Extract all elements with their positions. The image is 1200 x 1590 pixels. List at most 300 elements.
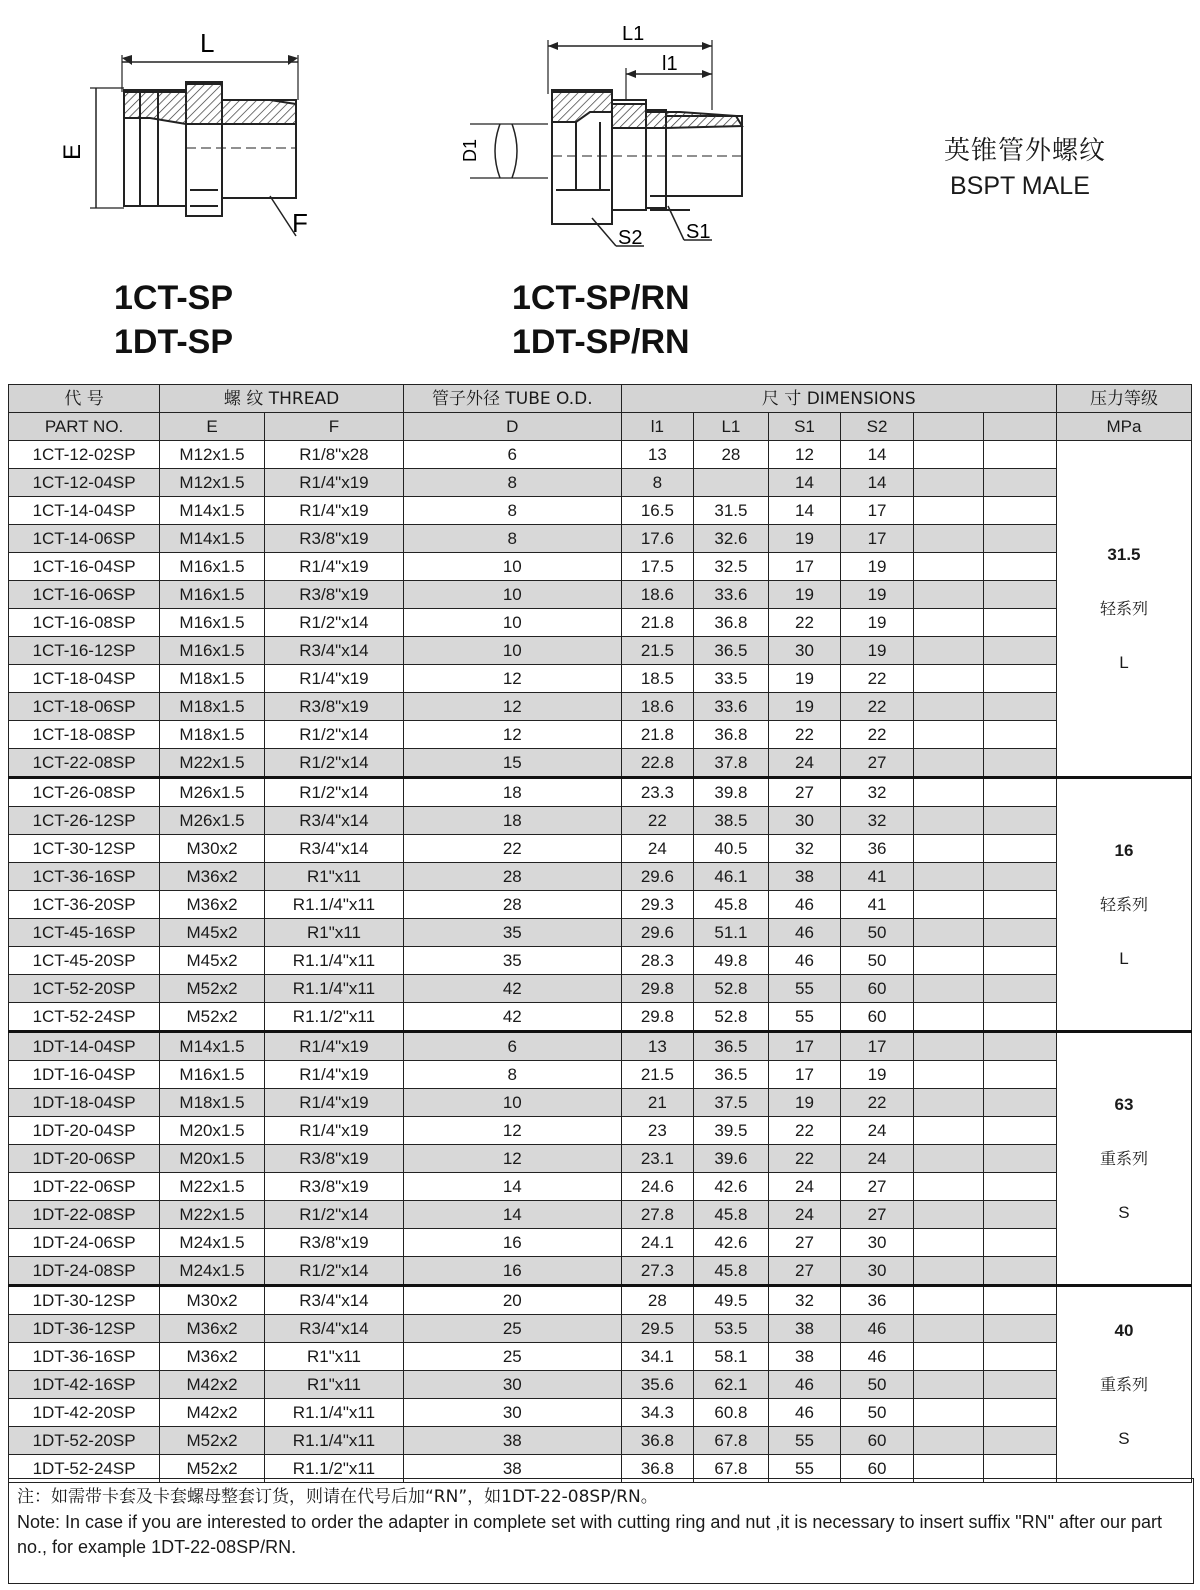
cell-s1: 27 <box>768 778 841 807</box>
cell-l1: 51.1 <box>694 919 769 947</box>
cell-s2: 60 <box>841 1003 914 1032</box>
cell-s2: 60 <box>841 1455 914 1483</box>
table-row <box>9 778 1192 807</box>
dim-label-l1: l1 <box>662 53 678 75</box>
cell-s1: 46 <box>768 1371 841 1399</box>
cell-f: R3/8"x19 <box>264 1173 403 1201</box>
cell-blank <box>913 919 984 947</box>
header-F: F <box>264 413 403 441</box>
cell-e: M30x2 <box>160 1286 265 1315</box>
table-row <box>9 1343 1192 1371</box>
table-row <box>9 1427 1192 1455</box>
cell-blank <box>984 721 1057 749</box>
pressure-grade-series: 轻系列 <box>1099 894 1148 914</box>
cell-l1: 29.5 <box>621 1315 694 1343</box>
cell-blank <box>913 947 984 975</box>
cell-s1: 17 <box>768 1032 841 1061</box>
header-D: D <box>403 413 621 441</box>
model-name: 1DT-SP/RN <box>512 323 690 361</box>
cell-blank <box>984 609 1057 637</box>
cell-s2: 36 <box>841 835 914 863</box>
pressure-grade-series: 重系列 <box>1099 1148 1148 1168</box>
table-row <box>9 609 1192 637</box>
cell-f: R1.1/4"x11 <box>264 1427 403 1455</box>
cell-blank <box>984 1427 1057 1455</box>
table-row <box>9 975 1192 1003</box>
cell-blank <box>913 1427 984 1455</box>
cell-l1: 33.6 <box>694 693 769 721</box>
cell-part: 1CT-36-20SP <box>9 891 160 919</box>
cell-e: M52x2 <box>160 1003 265 1032</box>
cell-e: M14x1.5 <box>160 1032 265 1061</box>
cell-l1: 21.5 <box>621 637 694 665</box>
cell-part: 1CT-26-08SP <box>9 778 160 807</box>
pressure-grade <box>1056 1032 1191 1286</box>
pressure-grade-letter: S <box>1118 1428 1130 1448</box>
cell-l1 <box>694 469 769 497</box>
cell-f: R1/4"x19 <box>264 1061 403 1089</box>
cell-d: 16 <box>403 1257 621 1286</box>
cell-d: 18 <box>403 778 621 807</box>
cell-part: 1DT-18-04SP <box>9 1089 160 1117</box>
cell-blank <box>913 581 984 609</box>
cell-d: 35 <box>403 919 621 947</box>
cell-l1: 46.1 <box>694 863 769 891</box>
dim-label-S2: S2 <box>618 227 643 249</box>
cell-l1: 60.8 <box>694 1399 769 1427</box>
cell-part: 1CT-18-08SP <box>9 721 160 749</box>
pressure-grade-series: 重系列 <box>1099 1374 1148 1394</box>
cell-blank <box>984 1145 1057 1173</box>
table-row <box>9 1003 1192 1032</box>
cell-part: 1CT-14-04SP <box>9 497 160 525</box>
cell-part: 1DT-42-16SP <box>9 1371 160 1399</box>
header-part-no: PART NO. <box>9 413 160 441</box>
cell-blank <box>913 637 984 665</box>
cell-blank <box>913 721 984 749</box>
cell-l1: 42.6 <box>694 1229 769 1257</box>
table-row <box>9 637 1192 665</box>
pressure-grade-letter: L <box>1119 948 1129 968</box>
cell-e: M24x1.5 <box>160 1229 265 1257</box>
cell-l1: 34.3 <box>621 1399 694 1427</box>
cell-d: 8 <box>403 1061 621 1089</box>
cell-blank <box>984 1061 1057 1089</box>
cell-l1: 27.8 <box>621 1201 694 1229</box>
cell-part: 1DT-36-16SP <box>9 1343 160 1371</box>
cell-l1: 28.3 <box>621 947 694 975</box>
cell-l1: 40.5 <box>694 835 769 863</box>
dim-label-D1: D1 <box>460 138 480 162</box>
dim-label-E: E <box>59 143 86 160</box>
cell-f: R1/2"x14 <box>264 1257 403 1286</box>
cell-d: 10 <box>403 609 621 637</box>
cell-l1: 39.8 <box>694 778 769 807</box>
table-row <box>9 721 1192 749</box>
table-row <box>9 919 1192 947</box>
left-model-names <box>114 276 233 364</box>
cell-blank <box>913 1089 984 1117</box>
dim-label-F: F <box>292 208 308 238</box>
cell-blank <box>984 807 1057 835</box>
cell-part: 1CT-36-16SP <box>9 863 160 891</box>
cell-s2: 30 <box>841 1229 914 1257</box>
cell-e: M36x2 <box>160 1315 265 1343</box>
cell-f: R1/8"x28 <box>264 441 403 469</box>
cell-l1: 21.8 <box>621 609 694 637</box>
cell-l1: 38.5 <box>694 807 769 835</box>
cell-f: R3/8"x19 <box>264 1145 403 1173</box>
table-row <box>9 497 1192 525</box>
cell-blank <box>913 1399 984 1427</box>
cell-e: M16x1.5 <box>160 553 265 581</box>
table-row <box>9 1032 1192 1061</box>
cell-e: M16x1.5 <box>160 1061 265 1089</box>
header-L1: L1 <box>694 413 769 441</box>
cell-s1: 24 <box>768 1173 841 1201</box>
cell-e: M52x2 <box>160 975 265 1003</box>
cell-f: R3/4"x14 <box>264 637 403 665</box>
order-note-cn: 注：如需带卡套及卡套螺母整套订货，则请在代号后加“RN”，如1DT-22-08SP/RN。 <box>17 1487 658 1507</box>
cell-s2: 50 <box>841 947 914 975</box>
table-row <box>9 553 1192 581</box>
cell-f: R1/4"x19 <box>264 1032 403 1061</box>
cell-part: 1CT-30-12SP <box>9 835 160 863</box>
cell-s1: 46 <box>768 1399 841 1427</box>
cell-e: M12x1.5 <box>160 469 265 497</box>
cell-s2: 24 <box>841 1117 914 1145</box>
cell-d: 14 <box>403 1173 621 1201</box>
cell-blank <box>913 1257 984 1286</box>
cell-e: M16x1.5 <box>160 609 265 637</box>
cell-s1: 30 <box>768 637 841 665</box>
cell-s1: 22 <box>768 721 841 749</box>
cell-l1: 49.8 <box>694 947 769 975</box>
header-pressure-cn: 压力等级 <box>1056 385 1191 413</box>
cell-part: 1CT-52-24SP <box>9 1003 160 1032</box>
cell-d: 6 <box>403 1032 621 1061</box>
table-row <box>9 693 1192 721</box>
cell-s2: 17 <box>841 497 914 525</box>
cell-part: 1CT-45-20SP <box>9 947 160 975</box>
standard-title-en: BSPT MALE <box>950 172 1090 200</box>
cell-f: R3/8"x19 <box>264 693 403 721</box>
table-row <box>9 1145 1192 1173</box>
cell-s1: 14 <box>768 497 841 525</box>
cell-l1: 36.8 <box>694 721 769 749</box>
cell-f: R1/2"x14 <box>264 1201 403 1229</box>
cell-e: M42x2 <box>160 1371 265 1399</box>
cell-blank <box>984 469 1057 497</box>
cell-part: 1CT-16-06SP <box>9 581 160 609</box>
cell-l1: 24 <box>621 835 694 863</box>
cell-blank <box>984 665 1057 693</box>
cell-l1: 39.5 <box>694 1117 769 1145</box>
cell-l1: 21.5 <box>621 1061 694 1089</box>
dim-label-S1: S1 <box>686 221 711 243</box>
cell-part: 1CT-14-06SP <box>9 525 160 553</box>
cell-s2: 60 <box>841 975 914 1003</box>
cell-s2: 14 <box>841 441 914 469</box>
cell-s2: 50 <box>841 1399 914 1427</box>
cell-l1: 36.5 <box>694 1032 769 1061</box>
cell-blank <box>984 1399 1057 1427</box>
cell-s1: 14 <box>768 469 841 497</box>
cell-s2: 32 <box>841 778 914 807</box>
cell-blank <box>984 497 1057 525</box>
cell-blank <box>913 863 984 891</box>
cell-blank <box>913 807 984 835</box>
cell-part: 1DT-24-06SP <box>9 1229 160 1257</box>
model-name: 1DT-SP <box>114 323 234 361</box>
cell-e: M22x1.5 <box>160 749 265 778</box>
cell-f: R1/4"x19 <box>264 553 403 581</box>
cell-s2: 22 <box>841 665 914 693</box>
cell-blank <box>913 891 984 919</box>
cell-e: M12x1.5 <box>160 441 265 469</box>
cell-l1: 39.6 <box>694 1145 769 1173</box>
cell-l1: 29.3 <box>621 891 694 919</box>
cell-e: M18x1.5 <box>160 665 265 693</box>
cell-s2: 30 <box>841 1257 914 1286</box>
cell-l1: 36.8 <box>621 1455 694 1483</box>
header-blank <box>984 413 1057 441</box>
cell-l1: 62.1 <box>694 1371 769 1399</box>
table-row <box>9 1117 1192 1145</box>
cell-l1: 29.8 <box>621 975 694 1003</box>
model-name: 1CT-SP <box>114 279 234 317</box>
cell-d: 6 <box>403 441 621 469</box>
cell-part: 1DT-42-20SP <box>9 1399 160 1427</box>
cell-l1: 37.5 <box>694 1089 769 1117</box>
cell-l1: 32.6 <box>694 525 769 553</box>
cell-e: M16x1.5 <box>160 581 265 609</box>
cell-s1: 55 <box>768 1003 841 1032</box>
cell-d: 8 <box>403 525 621 553</box>
table-row <box>9 1399 1192 1427</box>
order-note-en: Note: In case if you are interested to order the adapter in complete set with cutting ring and nut ,it is necessary to insert suffix "RN" after our part no., for example 1DT-22-08SP/RN. <box>17 1512 1163 1557</box>
cell-blank <box>913 1003 984 1032</box>
cell-l1: 27.3 <box>621 1257 694 1286</box>
cell-l1: 31.5 <box>694 497 769 525</box>
cell-blank <box>913 553 984 581</box>
cell-d: 42 <box>403 1003 621 1032</box>
cell-part: 1CT-52-20SP <box>9 975 160 1003</box>
cell-d: 10 <box>403 553 621 581</box>
cell-blank <box>984 1201 1057 1229</box>
cell-blank <box>984 693 1057 721</box>
table-row <box>9 1286 1192 1315</box>
cell-blank <box>913 609 984 637</box>
cell-f: R1.1/4"x11 <box>264 975 403 1003</box>
cell-l1: 45.8 <box>694 1201 769 1229</box>
cell-d: 10 <box>403 581 621 609</box>
cell-d: 38 <box>403 1427 621 1455</box>
table-row <box>9 947 1192 975</box>
cell-l1: 24.1 <box>621 1229 694 1257</box>
cell-d: 25 <box>403 1315 621 1343</box>
cell-part: 1DT-22-08SP <box>9 1201 160 1229</box>
cell-part: 1CT-18-04SP <box>9 665 160 693</box>
cell-s1: 27 <box>768 1229 841 1257</box>
cell-f: R1/4"x19 <box>264 469 403 497</box>
cell-d: 12 <box>403 1145 621 1173</box>
cell-f: R1.1/4"x11 <box>264 891 403 919</box>
cell-s1: 19 <box>768 665 841 693</box>
cell-part: 1CT-18-06SP <box>9 693 160 721</box>
cell-blank <box>913 1117 984 1145</box>
cell-s1: 17 <box>768 553 841 581</box>
cell-e: M22x1.5 <box>160 1173 265 1201</box>
cell-f: R3/4"x14 <box>264 1286 403 1315</box>
cell-l1: 45.8 <box>694 1257 769 1286</box>
cell-s1: 12 <box>768 441 841 469</box>
header-blank <box>913 413 984 441</box>
cell-blank <box>984 919 1057 947</box>
cell-d: 25 <box>403 1343 621 1371</box>
cell-e: M45x2 <box>160 919 265 947</box>
cell-s1: 38 <box>768 1343 841 1371</box>
cell-d: 22 <box>403 835 621 863</box>
cell-blank <box>913 1286 984 1315</box>
cell-l1: 36.5 <box>694 1061 769 1089</box>
header-S1: S1 <box>768 413 841 441</box>
cell-s2: 60 <box>841 1427 914 1455</box>
cell-l1: 13 <box>621 1032 694 1061</box>
cell-f: R1.1/4"x11 <box>264 947 403 975</box>
header-tube: 管子外径 TUBE O.D. <box>403 385 621 413</box>
header-dimensions: 尺 寸 DIMENSIONS <box>621 385 1056 413</box>
cell-blank <box>913 525 984 553</box>
pressure-grade-pressure: 40 <box>1114 1320 1134 1340</box>
cell-f: R1/2"x14 <box>264 609 403 637</box>
header-S2: S2 <box>841 413 914 441</box>
cell-f: R1.1/2"x11 <box>264 1003 403 1032</box>
cell-l1: 23.3 <box>621 778 694 807</box>
cell-s2: 50 <box>841 1371 914 1399</box>
cell-e: M45x2 <box>160 947 265 975</box>
cell-s1: 19 <box>768 693 841 721</box>
cell-e: M36x2 <box>160 891 265 919</box>
cell-e: M52x2 <box>160 1455 265 1483</box>
table-row <box>9 749 1192 778</box>
cell-e: M42x2 <box>160 1399 265 1427</box>
dim-label-L: L <box>200 28 215 58</box>
cell-part: 1DT-36-12SP <box>9 1315 160 1343</box>
cell-s2: 27 <box>841 749 914 778</box>
pressure-grade <box>1056 778 1191 1032</box>
cell-f: R3/8"x19 <box>264 581 403 609</box>
table-row <box>9 469 1192 497</box>
cell-blank <box>913 975 984 1003</box>
cell-d: 12 <box>403 693 621 721</box>
cell-e: M18x1.5 <box>160 721 265 749</box>
cell-s2: 32 <box>841 807 914 835</box>
cell-part: 1DT-20-04SP <box>9 1117 160 1145</box>
cell-part: 1CT-26-12SP <box>9 807 160 835</box>
cell-blank <box>913 749 984 778</box>
cell-blank <box>984 525 1057 553</box>
cell-blank <box>913 469 984 497</box>
cell-f: R1"x11 <box>264 863 403 891</box>
cell-l1: 34.1 <box>621 1343 694 1371</box>
cell-d: 20 <box>403 1286 621 1315</box>
table-row <box>9 1173 1192 1201</box>
order-note <box>8 1478 1194 1584</box>
cell-l1: 17.6 <box>621 525 694 553</box>
cell-d: 10 <box>403 1089 621 1117</box>
standard-title-cn: 英锥管外螺纹 <box>944 136 1107 166</box>
cell-l1: 67.8 <box>694 1455 769 1483</box>
cell-l1: 28 <box>621 1286 694 1315</box>
cell-l1: 23 <box>621 1117 694 1145</box>
cell-l1: 67.8 <box>694 1427 769 1455</box>
cell-blank <box>984 1257 1057 1286</box>
cell-d: 30 <box>403 1371 621 1399</box>
cell-s2: 19 <box>841 581 914 609</box>
cell-l1: 8 <box>621 469 694 497</box>
cell-f: R1/2"x14 <box>264 721 403 749</box>
header-thread: 螺 纹 THREAD <box>160 385 404 413</box>
cell-e: M24x1.5 <box>160 1257 265 1286</box>
cell-blank <box>913 1229 984 1257</box>
cell-s2: 22 <box>841 1089 914 1117</box>
cell-e: M26x1.5 <box>160 807 265 835</box>
pressure-grade <box>1056 1286 1191 1483</box>
cell-l1: 53.5 <box>694 1315 769 1343</box>
cell-s1: 32 <box>768 1286 841 1315</box>
table-row <box>9 835 1192 863</box>
cell-blank <box>913 441 984 469</box>
cell-s2: 19 <box>841 637 914 665</box>
cell-blank <box>984 975 1057 1003</box>
table-row <box>9 665 1192 693</box>
table-row <box>9 1257 1192 1286</box>
cell-f: R3/4"x14 <box>264 835 403 863</box>
cell-part: 1DT-14-04SP <box>9 1032 160 1061</box>
cell-blank <box>984 1089 1057 1117</box>
cell-f: R3/4"x14 <box>264 1315 403 1343</box>
cell-blank <box>913 1032 984 1061</box>
cell-blank <box>984 1315 1057 1343</box>
cell-blank <box>984 1032 1057 1061</box>
header-pressure-mpa: MPa <box>1056 413 1191 441</box>
table-row <box>9 807 1192 835</box>
cell-f: R3/8"x19 <box>264 525 403 553</box>
cell-l1: 36.8 <box>621 1427 694 1455</box>
cell-blank <box>984 637 1057 665</box>
cell-e: M18x1.5 <box>160 1089 265 1117</box>
cell-s1: 46 <box>768 947 841 975</box>
cell-d: 38 <box>403 1455 621 1483</box>
cell-part: 1DT-20-06SP <box>9 1145 160 1173</box>
header-l1: l1 <box>621 413 694 441</box>
table-row <box>9 1315 1192 1343</box>
cell-l1: 17.5 <box>621 553 694 581</box>
cell-d: 16 <box>403 1229 621 1257</box>
cell-part: 1DT-52-24SP <box>9 1455 160 1483</box>
cell-blank <box>984 1371 1057 1399</box>
center-fitting-drawing <box>470 40 742 246</box>
cell-blank <box>984 749 1057 778</box>
cell-part: 1CT-16-12SP <box>9 637 160 665</box>
cell-blank <box>984 553 1057 581</box>
cell-f: R1"x11 <box>264 919 403 947</box>
cell-s2: 50 <box>841 919 914 947</box>
cell-s2: 41 <box>841 863 914 891</box>
cell-s2: 27 <box>841 1173 914 1201</box>
cell-l1: 52.8 <box>694 975 769 1003</box>
